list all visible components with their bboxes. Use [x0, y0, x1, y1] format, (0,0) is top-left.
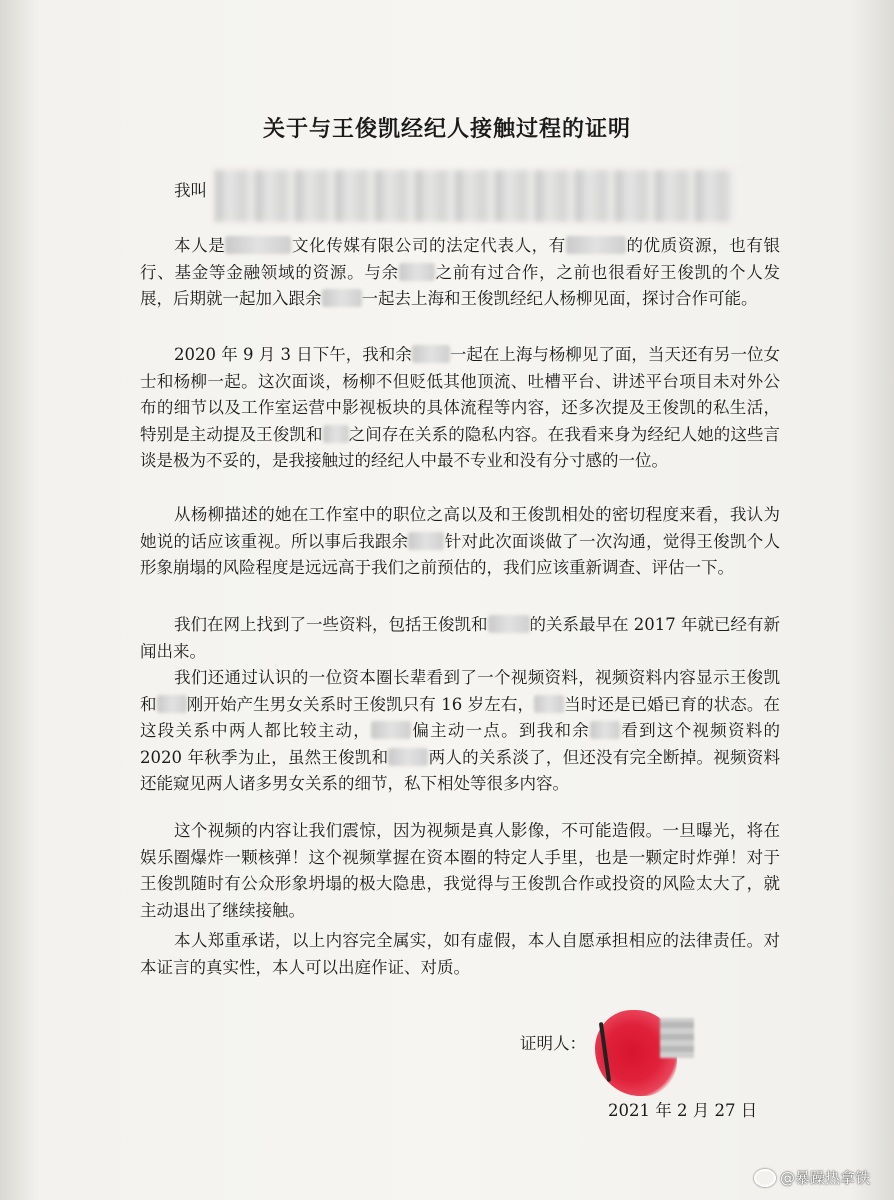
redaction [408, 532, 444, 550]
paragraph-3: 从杨柳描述的她在工作室中的职位之高以及和王俊凯相处的密切程度来看，我认为她说的话应该重视。所以事后我跟余 针对此次面谈做了一次沟通，觉得王俊凯个人形象崩塌的风险程度是远远高于我们之前预估的，我们应该重新调查、评估一下。 [140, 505, 781, 577]
redaction [388, 748, 428, 766]
signature-mosaic [660, 1018, 694, 1058]
paragraph-2: 2020 年 9 月 3 日下午，我和余 一起在上海与杨柳见了面，当天还有另一位女士和杨柳一起。这次面谈，杨柳不但贬低其他顶流、吐槽平台、讲述平台项目未对外公布的细节以及工作室运营中影视板块的具体流程等内容，还多次提及王俊凯的私生活，特别是主动提及王俊凯和 之间存在关系的隐私内容。在我看来身为经纪人她的这些言谈是极为不妥的，是我接触过的经纪人中最不专业和没有分寸感的一位。 [140, 345, 781, 470]
redaction [534, 695, 564, 713]
watermark-text: @暴躁热拿铁 [779, 1169, 870, 1187]
redaction [157, 695, 187, 713]
document-date: 2021 年 2 月 27 日 [608, 1101, 758, 1120]
redaction [399, 263, 435, 281]
redaction [225, 236, 291, 254]
paragraph-7: 本人郑重承诺，以上内容完全属实，如有虚假，本人自愿承担相应的法律责任。对本证言的真实性，本人可以出庭作证、对质。 [140, 931, 780, 977]
redaction [371, 721, 411, 739]
weibo-watermark [754, 1167, 870, 1188]
redaction [322, 289, 362, 307]
intro-line: 我叫 [174, 181, 207, 200]
document-title: 关于与王俊凯经纪人接触过程的证明 [262, 116, 631, 142]
weibo-icon [754, 1169, 776, 1187]
redaction [488, 615, 530, 633]
redaction [323, 425, 349, 443]
redaction [590, 721, 620, 739]
signature-label: 证明人： [520, 1034, 586, 1053]
redacted-name-blur [215, 170, 735, 222]
paragraph-1: 本人是 文化传媒有限公司的法定代表人，有 的优质资源，也有银行、基金等金融领域的资源。与余 之前有过合作，之前也很看好王俊凯的个人发展，后期就一起加入跟余 一起去上海和王俊凯经纪人杨柳见面，探讨合作可能。 [140, 236, 781, 308]
paragraph-6: 这个视频的内容让我们震惊，因为视频是真人影像，不可能造假。一旦曝光，将在娱乐圈爆炸一颗核弹！这个视频掌握在资本圈的特定人手里，也是一颗定时炸弹！对于王俊凯随时有公众形象坍塌的极大隐患，我觉得与王俊凯合作或投资的风险太大了，就主动退出了继续接触。 [140, 821, 780, 920]
redaction [412, 345, 450, 363]
paragraph-5: 我们还通过认识的一位资本圈长辈看到了一个视频资料，视频资料内容显示王俊凯和 刚开始产生男女关系时王俊凯只有 16 岁左右， 当时还是已婚已育的状态。在这段关系中两人都比较主动， 偏主动一点。到我和余 看到这个视频资料的 2020 年秋季为止，虽然王俊凯和 两人的关系淡了，但还没有完全断掉。视频资料还能窥见两人诸多男女关系的细节，私下相处等很多内容。 [140, 668, 781, 793]
redaction [566, 236, 626, 254]
paragraph-4: 我们在网上找到了一些资料，包括王俊凯和 的关系最早在 2017 年就已经有新闻出来。 [140, 615, 781, 661]
